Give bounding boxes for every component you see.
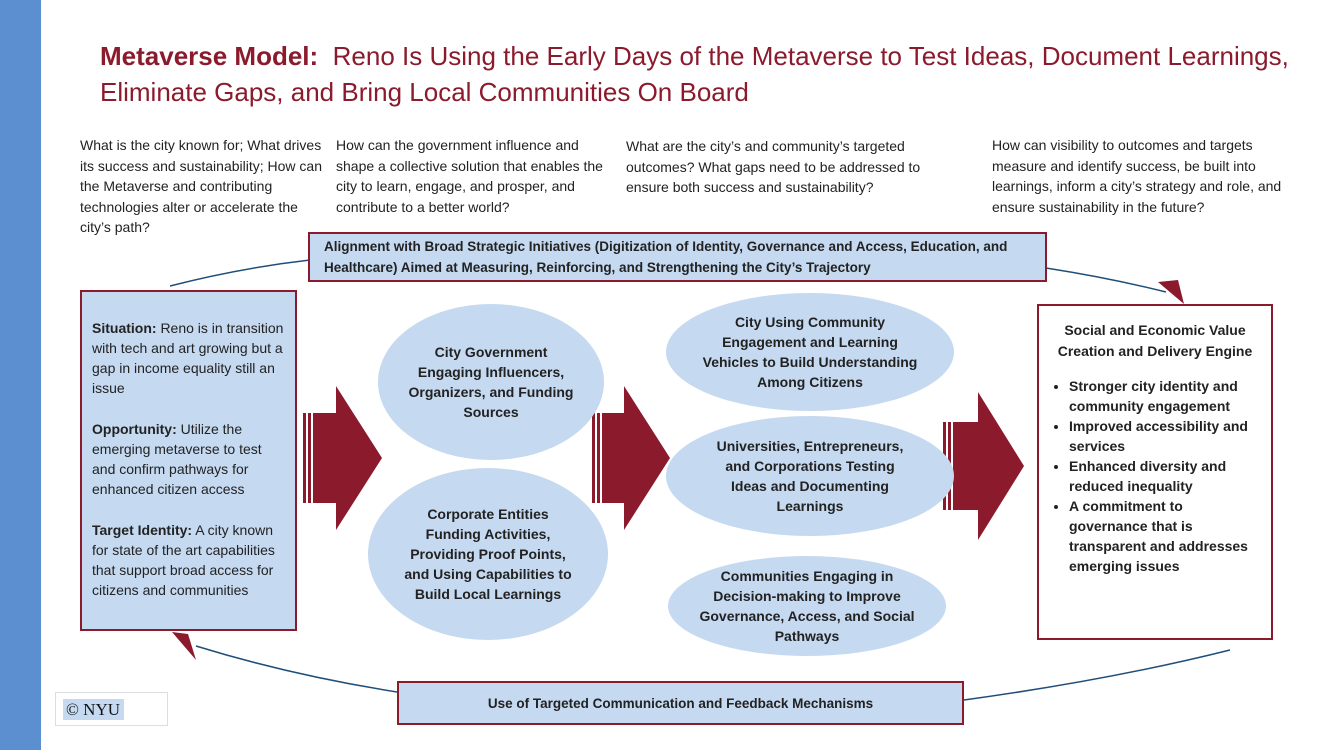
situation-box — [80, 290, 297, 631]
question-government: How can the government influence and shape a collective solution that enables the city to learn, engage, and prosper, and contribute to a better world? — [336, 137, 603, 215]
copyright-badge — [55, 692, 168, 726]
engine-bullet: • A commitment to governance that is transparent and addresses emerging issues — [1069, 496, 1259, 576]
loop-line-bottom-left — [196, 646, 397, 692]
situation-text: Reno is in transition with tech and art growing but a gap in income equality still an issue — [92, 320, 284, 396]
question-outcomes: What are the city’s and community’s targeted outcomes? What gaps need to be addressed to ensure both success and sustainability? — [626, 138, 921, 195]
ellipse-universities — [666, 416, 954, 536]
chevron-arrow-3 — [943, 392, 1024, 540]
copyright-text: © NYU — [63, 699, 124, 720]
feedback-mechanisms-banner — [397, 681, 964, 725]
opportunity-paragraph — [92, 419, 285, 499]
engine-bullet-list — [1051, 376, 1259, 576]
engine-title: Social and Economic Value Creation and Delivery Engine — [1057, 322, 1253, 359]
question-situation: What is the city known for; What drives its success and sustainability; How can the Metaverse and contributing technologies alter or accelerate the city’s path? — [80, 137, 322, 235]
question-visibility: How can visibility to outcomes and targets measure and identify success, be built into learnings, inform a city’s strategy and role, and ensure sustainability in the future? — [992, 137, 1282, 215]
ellipse-city-government-text: City Government Engaging Influencers, Organizers, and Funding Sources — [408, 344, 574, 420]
ellipse-corporate-entities-text: Corporate Entities Funding Activities, Providing Proof Points, and Using Capabilities to Build Local Learnings — [404, 506, 572, 602]
ellipse-communities-decision-making — [668, 556, 946, 656]
ellipse-corporate-entities — [368, 468, 608, 640]
target-identity-text: A city known for state of the art capabilities that support broad access for citizens and communities — [92, 522, 275, 598]
opportunity-label: Opportunity: — [92, 421, 177, 437]
loop-arrowhead-right — [1158, 280, 1184, 304]
chevron-arrow-2 — [592, 386, 670, 530]
loop-line-top-left — [170, 260, 310, 286]
loop-arrowhead-left — [172, 632, 196, 660]
engine-bullet: • Enhanced diversity and reduced inequality — [1069, 456, 1259, 496]
opportunity-text: Utilize the emerging metaverse to test and confirm pathways for enhanced citizen access — [92, 421, 262, 497]
strategic-alignment-text: Alignment with Broad Strategic Initiatives (Digitization of Identity, Governance and Access, Education, and Healthcare) Aimed at Measuring, Reinforcing, and Strengthening the City’s Trajectory — [324, 239, 1008, 275]
title-bold: Metaverse Model: — [100, 41, 319, 71]
target-identity-label: Target Identity: — [92, 522, 193, 538]
strategic-alignment-banner — [308, 232, 1047, 282]
ellipse-communities-decision-making-text: Communities Engaging in Decision-making to Improve Governance, Access, and Social Pathways — [699, 568, 915, 644]
title-rest: Reno Is Using the Early Days of the Metaverse to Test Ideas, Document Learnings, Eliminate Gaps, and Bring Local Communities On Board — [100, 41, 1289, 107]
ellipse-city-government — [378, 304, 604, 460]
ellipse-community-engagement-text: City Using Community Engagement and Learning Vehicles to Build Understanding Among Citizens — [702, 314, 918, 390]
value-creation-engine-box — [1037, 304, 1273, 640]
engine-bullet: • Stronger city identity and community engagement — [1069, 376, 1259, 416]
feedback-mechanisms-text: Use of Targeted Communication and Feedback Mechanisms — [487, 695, 874, 711]
loop-line-top-right — [1046, 268, 1166, 292]
loop-line-bottom-right — [964, 650, 1230, 700]
engine-bullet: • Improved accessibility and services — [1069, 416, 1259, 456]
situation-paragraph — [92, 318, 285, 398]
target-identity-paragraph — [92, 520, 285, 600]
situation-label: Situation: — [92, 320, 157, 336]
ellipse-community-engagement — [666, 293, 954, 411]
chevron-arrow-1 — [303, 386, 382, 530]
ellipse-universities-text: Universities, Entrepreneurs, and Corporations Testing Ideas and Documenting Learnings — [716, 438, 904, 514]
